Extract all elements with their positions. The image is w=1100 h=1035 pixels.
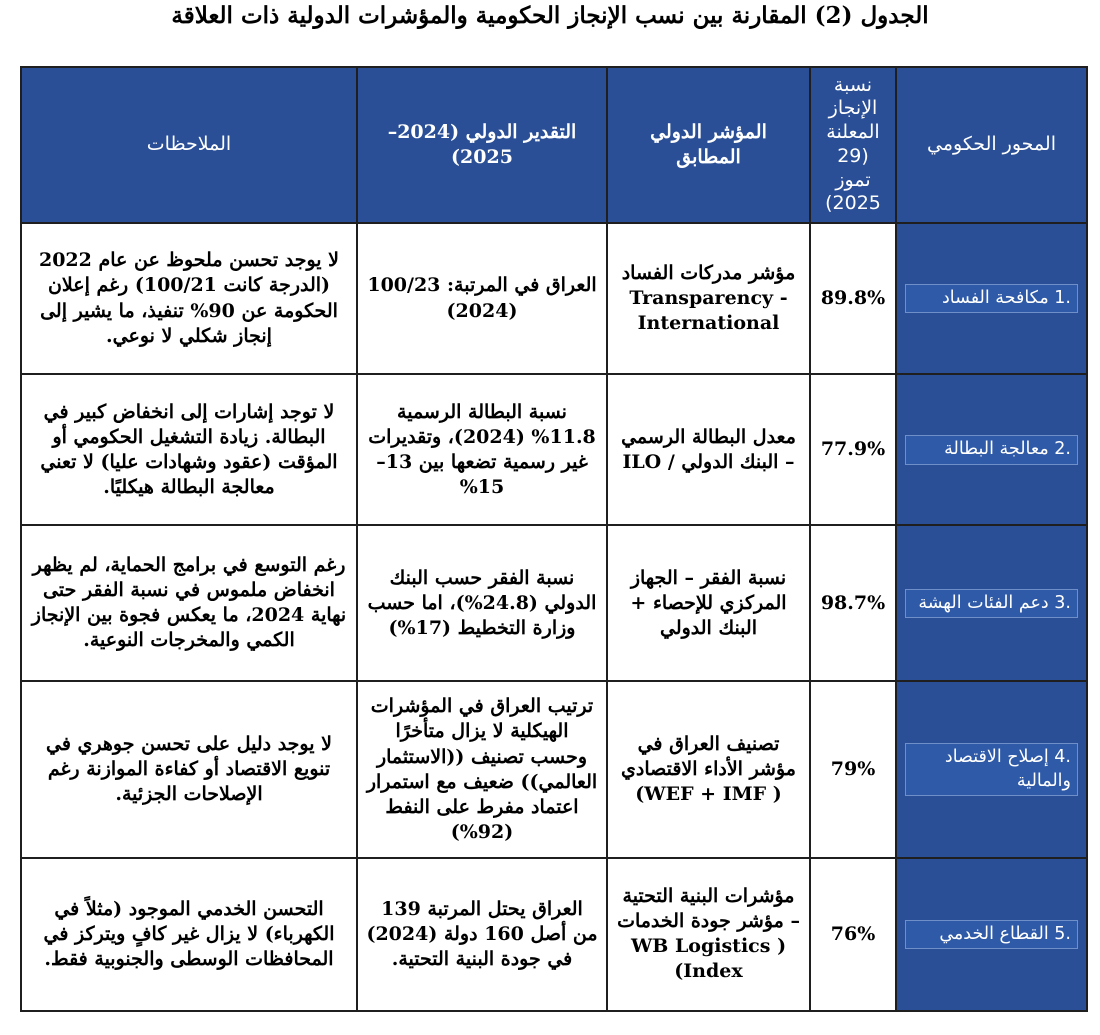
estimate-cell: ترتيب العراق في المؤشرات الهيكلية لا يزال متأخرًا وحسب تصنيف ((الاستثمار العالمي)) ضعيف مع استمرار اعتماد مفرط على النفط (92%) <box>357 681 607 857</box>
notes-cell: رغم التوسع في برامج الحماية، لم يظهر انخفاض ملموس في نسبة الفقر حتى نهاية 2024، ما يعكس فجوة بين الإنجاز الكمي والمخرجات النوعية. <box>21 525 357 681</box>
table-row <box>21 681 1087 857</box>
axis-cell: .5 القطاع الخدمي <box>896 858 1087 1011</box>
axis-cell: .2 معالجة البطالة <box>896 374 1087 525</box>
table-row <box>21 374 1087 525</box>
header-row <box>21 67 1087 223</box>
axis-cell: .1 مكافحة الفساد <box>896 223 1087 374</box>
comparison-table <box>20 66 1088 1012</box>
page-title: الجدول (2) المقارنة بين نسب الإنجاز الحكومية والمؤشرات الدولية ذات العلاقة <box>171 2 929 29</box>
header-axis: المحور الحكومي <box>896 67 1087 223</box>
indicator-cell: معدل البطالة الرسمي – البنك الدولي / ILO <box>607 374 810 525</box>
estimate-cell: العراق يحتل المرتبة 139 من أصل 160 دولة (2024) في جودة البنية التحتية. <box>357 858 607 1011</box>
indicator-cell: مؤشرات البنية التحتية – مؤشر جودة الخدمات ( WB Logistics Index) <box>607 858 810 1011</box>
rate-cell: 76% <box>810 858 896 1011</box>
header-notes: الملاحظات <box>21 67 357 223</box>
indicator-cell: نسبة الفقر – الجهاز المركزي للإحصاء + البنك الدولي <box>607 525 810 681</box>
header-indicator: المؤشر الدولي المطابق <box>607 67 810 223</box>
axis-cell: .4 إصلاح الاقتصاد والمالية <box>896 681 1087 857</box>
notes-cell: لا يوجد تحسن ملحوظ عن عام 2022 (الدرجة كانت 100/21) رغم إعلان الحكومة عن 90% تنفيذ، ما يشير إلى إنجاز شكلي لا نوعي. <box>21 223 357 374</box>
notes-cell: لا توجد إشارات إلى انخفاض كبير في البطالة. زيادة التشغيل الحكومي أو المؤقت (عقود وشهادات عليا) لا تعني معالجة البطالة هيكليًا. <box>21 374 357 525</box>
rate-cell: 98.7% <box>810 525 896 681</box>
estimate-cell: نسبة الفقر حسب البنك الدولي (24.8%)، اما حسب وزارة التخطيط (17%) <box>357 525 607 681</box>
rate-cell: 89.8% <box>810 223 896 374</box>
notes-cell: لا يوجد دليل على تحسن جوهري في تنويع الاقتصاد أو كفاءة الموازنة رغم الإصلاحات الجزئية. <box>21 681 357 857</box>
table-row <box>21 525 1087 681</box>
estimate-cell: نسبة البطالة الرسمية 11.8% (2024)، وتقديرات غير رسمية تضعها بين 13–15% <box>357 374 607 525</box>
table-row <box>21 858 1087 1011</box>
table-row <box>21 223 1087 374</box>
header-rate: نسبة الإنجاز المعلنة (29 تموز 2025) <box>810 67 896 223</box>
rate-cell: 79% <box>810 681 896 857</box>
axis-cell: .3 دعم الفئات الهشة <box>896 525 1087 681</box>
indicator-cell: مؤشر مدركات الفساد - Transparency International <box>607 223 810 374</box>
header-estimate: التقدير الدولي (2024–2025) <box>357 67 607 223</box>
estimate-cell: العراق في المرتبة: 100/23 (2024) <box>357 223 607 374</box>
indicator-cell: تصنيف العراق في مؤشر الأداء الاقتصادي ( WEF + IMF) <box>607 681 810 857</box>
rate-cell: 77.9% <box>810 374 896 525</box>
notes-cell: التحسن الخدمي الموجود (مثلاً في الكهرباء) لا يزال غير كافٍ ويتركز في المحافظات الوسطى والجنوبية فقط. <box>21 858 357 1011</box>
